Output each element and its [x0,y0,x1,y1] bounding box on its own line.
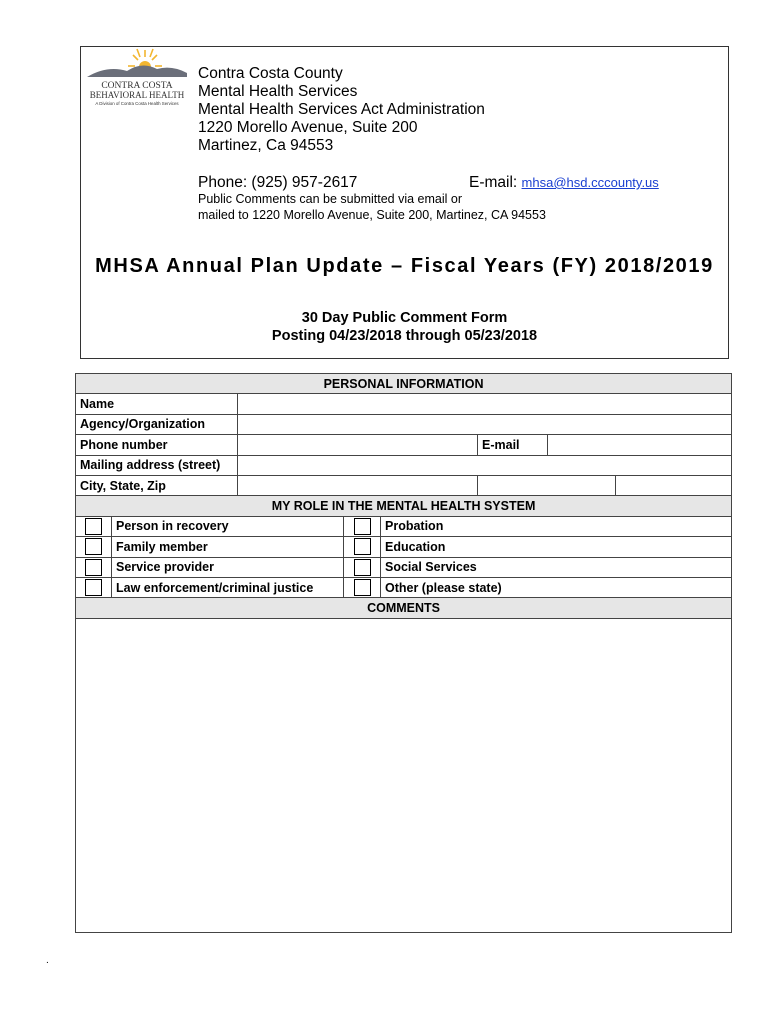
agency-input[interactable] [238,414,732,434]
phone-label: Phone number [76,435,238,455]
svg-text:A Division of Contra Costa Hea: A Division of Contra Costa Health Services [95,101,179,106]
footer-mark: . [46,955,49,966]
name-label: Name [76,394,238,414]
role-label: Education [381,537,732,557]
agency-label: Agency/Organization [76,414,238,434]
phone-text: Phone: (925) 957-2617 [198,174,358,191]
role-checkbox-cell [344,516,381,536]
header-box [80,46,729,359]
svg-text:BEHAVIORAL HEALTH: BEHAVIORAL HEALTH [89,90,185,100]
address-line: Mental Health Services Act Administration [198,101,485,118]
role-checkbox-cell [76,537,112,557]
role-checkbox-cell [344,537,381,557]
svg-text:CONTRA COSTA: CONTRA COSTA [101,81,173,91]
posting-dates: Posting 04/23/2018 through 05/23/2018 [271,328,538,344]
email-label: E-mail: [469,174,518,191]
address-line: Martinez, Ca 94553 [198,137,334,154]
mountain-icon [87,65,187,77]
email-row [469,174,659,192]
mailing-address-input[interactable] [238,455,732,475]
law-enforcement-checkbox[interactable] [85,579,102,596]
role-checkbox-cell [76,577,112,597]
address-line: Contra Costa County [198,65,343,82]
service-provider-checkbox[interactable] [85,559,102,576]
other-role-checkbox[interactable] [354,579,371,596]
phone-input[interactable] [238,435,478,455]
role-label: Other (please state) [381,577,732,597]
role-checkbox-cell [344,557,381,577]
zip-input[interactable] [616,475,732,495]
city-state-zip-label: City, State, Zip [76,475,238,495]
role-checkbox-cell [76,557,112,577]
email-field-label: E-mail [478,435,548,455]
comments-header: COMMENTS [76,598,732,618]
address-block [198,65,485,155]
role-checkbox-cell [344,577,381,597]
role-label: Social Services [381,557,732,577]
address-line: 1220 Morello Avenue, Suite 200 [198,119,418,136]
role-label: Law enforcement/criminal justice [112,577,344,597]
submission-note-line: mailed to 1220 Morello Avenue, Suite 200, Martinez, CA 94553 [198,208,546,222]
page-title: MHSA Annual Plan Update – Fiscal Years (FY) 2018/2019 [95,255,714,277]
submission-note [198,191,546,223]
social-services-checkbox[interactable] [354,559,371,576]
role-label: Probation [381,516,732,536]
role-label: Family member [112,537,344,557]
education-checkbox[interactable] [354,538,371,555]
role-header: MY ROLE IN THE MENTAL HEALTH SYSTEM [76,496,732,516]
comments-textarea[interactable] [76,618,732,932]
contra-costa-behavioral-health-logo [87,47,187,109]
role-label: Person in recovery [112,516,344,536]
form-subtitle: 30 Day Public Comment Form [301,310,508,326]
role-checkbox-cell [76,516,112,536]
probation-checkbox[interactable] [354,518,371,535]
address-line: Mental Health Services [198,83,358,100]
comment-form-table [75,373,732,933]
personal-info-header: PERSONAL INFORMATION [76,374,732,394]
state-input[interactable] [478,475,616,495]
city-input[interactable] [238,475,478,495]
submission-note-line: Public Comments can be submitted via email or [198,192,463,206]
name-input[interactable] [238,394,732,414]
email-link[interactable]: mhsa@hsd.cccounty.us [521,175,659,190]
mailing-address-label: Mailing address (street) [76,455,238,475]
role-label: Service provider [112,557,344,577]
family-member-checkbox[interactable] [85,538,102,555]
email-input[interactable] [548,435,732,455]
person-in-recovery-checkbox[interactable] [85,518,102,535]
